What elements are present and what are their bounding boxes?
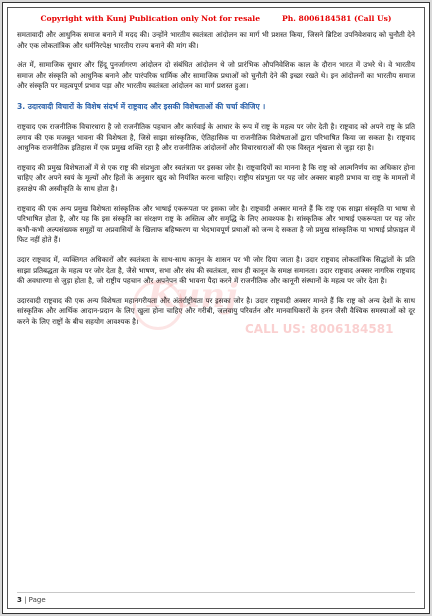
page-footer	[17, 592, 415, 604]
watermark-phone: CALL US: 8006184581	[245, 322, 394, 336]
paragraph: अंत में, सामाजिक सुधार और हिंदू पुनर्जागरण आंदोलन दो संबंधित आंदोलन थे जो प्रारंभिक औपनिवेशिक काल के दौरान भारत में उभरे थे। वे भारतीय समाज और संस्कृति को आधुनिक बनाने और पारंपरिक धार्मिक और सामाजिक प्रथाओं को चुनौती देने की इच्छा रखते थे। इन आंदोलनों का भारतीय समाज और संस्कृति पर महत्वपूर्ण प्रभाव पड़ा और भारतीय स्वतंत्रता आंदोलन का मार्ग प्रशस्त हुआ।	[17, 60, 415, 91]
page-content	[17, 30, 415, 336]
answer-paragraph: उदारवादी राष्ट्रवाद की एक अन्य विशेषता महानगरीयता और अंतर्राष्ट्रीयता पर इसका जोर है। उदार राष्ट्रवादी अक्सर मानते हैं कि राष्ट्र को अन्य देशों के साथ सांस्कृतिक और आर्थिक आदान-प्रदान के लिए खुला होना चाहिए और गरीबी, जलवायु परिवर्तन और मानवाधिकारों के हनन जैसी वैश्विक समस्याओं को दूर करने के लिए राष्ट्रों के बीच सहयोग आवश्यक है।	[17, 295, 415, 326]
question-heading: 3. उदारवादी विचारों के विशेष संदर्भ में राष्ट्रवाद और इसकी विशेषताओं की चर्चा कीजिए ।	[17, 101, 266, 111]
answer-paragraph: राष्ट्रवाद की एक अन्य प्रमुख विशेषता सांस्कृतिक और भाषाई एकरूपता पर इसका जोर है। राष्ट्रवादी अक्सर मानते हैं कि राष्ट्र एक साझा संस्कृति या भाषा से परिभाषित होता है, और यह कि इस संस्कृति का संरक्षण राष्ट्र के अस्तित्व और समृद्धि के लिए आवश्यक है। सांस्कृतिक और भाषाई एकरूपता पर यह जोर कभी-कभी अल्पसंख्यक समूहों या अप्रवासियों के खिलाफ बहिष्करण या भेदभावपूर्ण प्रथाओं को जन्म दे सकता है जो प्रमुख सांस्कृतिक या भाषाई प्रोफ़ाइल में फिट नहीं होते हैं।	[17, 203, 415, 245]
watermark-logo: Kunj	[147, 276, 238, 316]
copyright-header	[8, 14, 424, 23]
answer-paragraph: उदार राष्ट्रवाद में, व्यक्तिगत अधिकारों और स्वतंत्रता के साथ-साथ कानून के शासन पर भी जोर दिया जाता है। उदार राष्ट्रवाद लोकतांत्रिक सिद्धांतों के प्रति साझा प्रतिबद्धता के महत्व पर जोर देता है, जैसे भाषण, सभा और संघ की स्वतंत्रता, साथ ही कानून के समक्ष समानता। उदार राष्ट्रवाद अक्सर नागरिक राष्ट्रवाद की अवधारणा से जुड़ा होता है, जो राष्ट्रीय पहचान और अपनेपन की भावना पैदा करने में राजनीतिक और कानूनी संस्थानों के महत्व पर जोर देता है।	[17, 254, 415, 286]
paragraph: समतावादी और आधुनिक समाज बनाने में मदद की। उन्होंने भारतीय स्वतंत्रता आंदोलन का मार्ग भी प्रशस्त किया, जिसने ब्रिटिश उपनिवेशवाद को चुनौती देने और एक लोकतांत्रिक और धर्मनिरपेक्ष भारतीय राज्य बनाने की मांग की।	[17, 30, 415, 50]
phone-text: Ph. 8006184581 (Call Us)	[282, 14, 392, 23]
page-number: 3	[17, 596, 22, 604]
copyright-text: Copyright with Kunj Publication only Not for resale	[40, 14, 261, 23]
page-border	[7, 7, 425, 609]
answer-paragraph: राष्ट्रवाद की प्रमुख विशेषताओं में से एक राष्ट्र की संप्रभुता और स्वतंत्रता पर इसका जोर है। राष्ट्रवादियों का मानना है कि राष्ट्र को आत्मनिर्णय का अधिकार होना चाहिए और अपने स्वयं के मूल्यों और हितों के अनुसार खुद को नियंत्रित करना चाहिए। राष्ट्रीय संप्रभुता पर यह जोर अक्सर बाहरी प्रभाव या राष्ट्र के मामलों में हस्तक्षेप की अस्वीकृति के साथ होता है।	[17, 162, 415, 193]
page-label: | Page	[21, 596, 46, 604]
document-page	[2, 2, 430, 614]
answer-paragraph: राष्ट्रवाद एक राजनीतिक विचारधारा है जो राजनीतिक पहचान और कार्रवाई के आधार के रूप में राष्ट्र के महत्व पर जोर देती है। राष्ट्रवाद को अपने राष्ट्र के प्रति लगाव की एक मजबूत भावना की विशेषता है, जिसे साझा सांस्कृतिक, ऐतिहासिक या राजनीतिक विशेषताओं द्वारा परिभाषित किया जा सकता है। राष्ट्रवाद आधुनिक राजनीतिक इतिहास में एक प्रमुख शक्ति रहा है और राजनीतिक आंदोलनों और विचारधाराओं की एक विस्तृत शृंखला से जुड़ा रहा है।	[17, 121, 415, 153]
